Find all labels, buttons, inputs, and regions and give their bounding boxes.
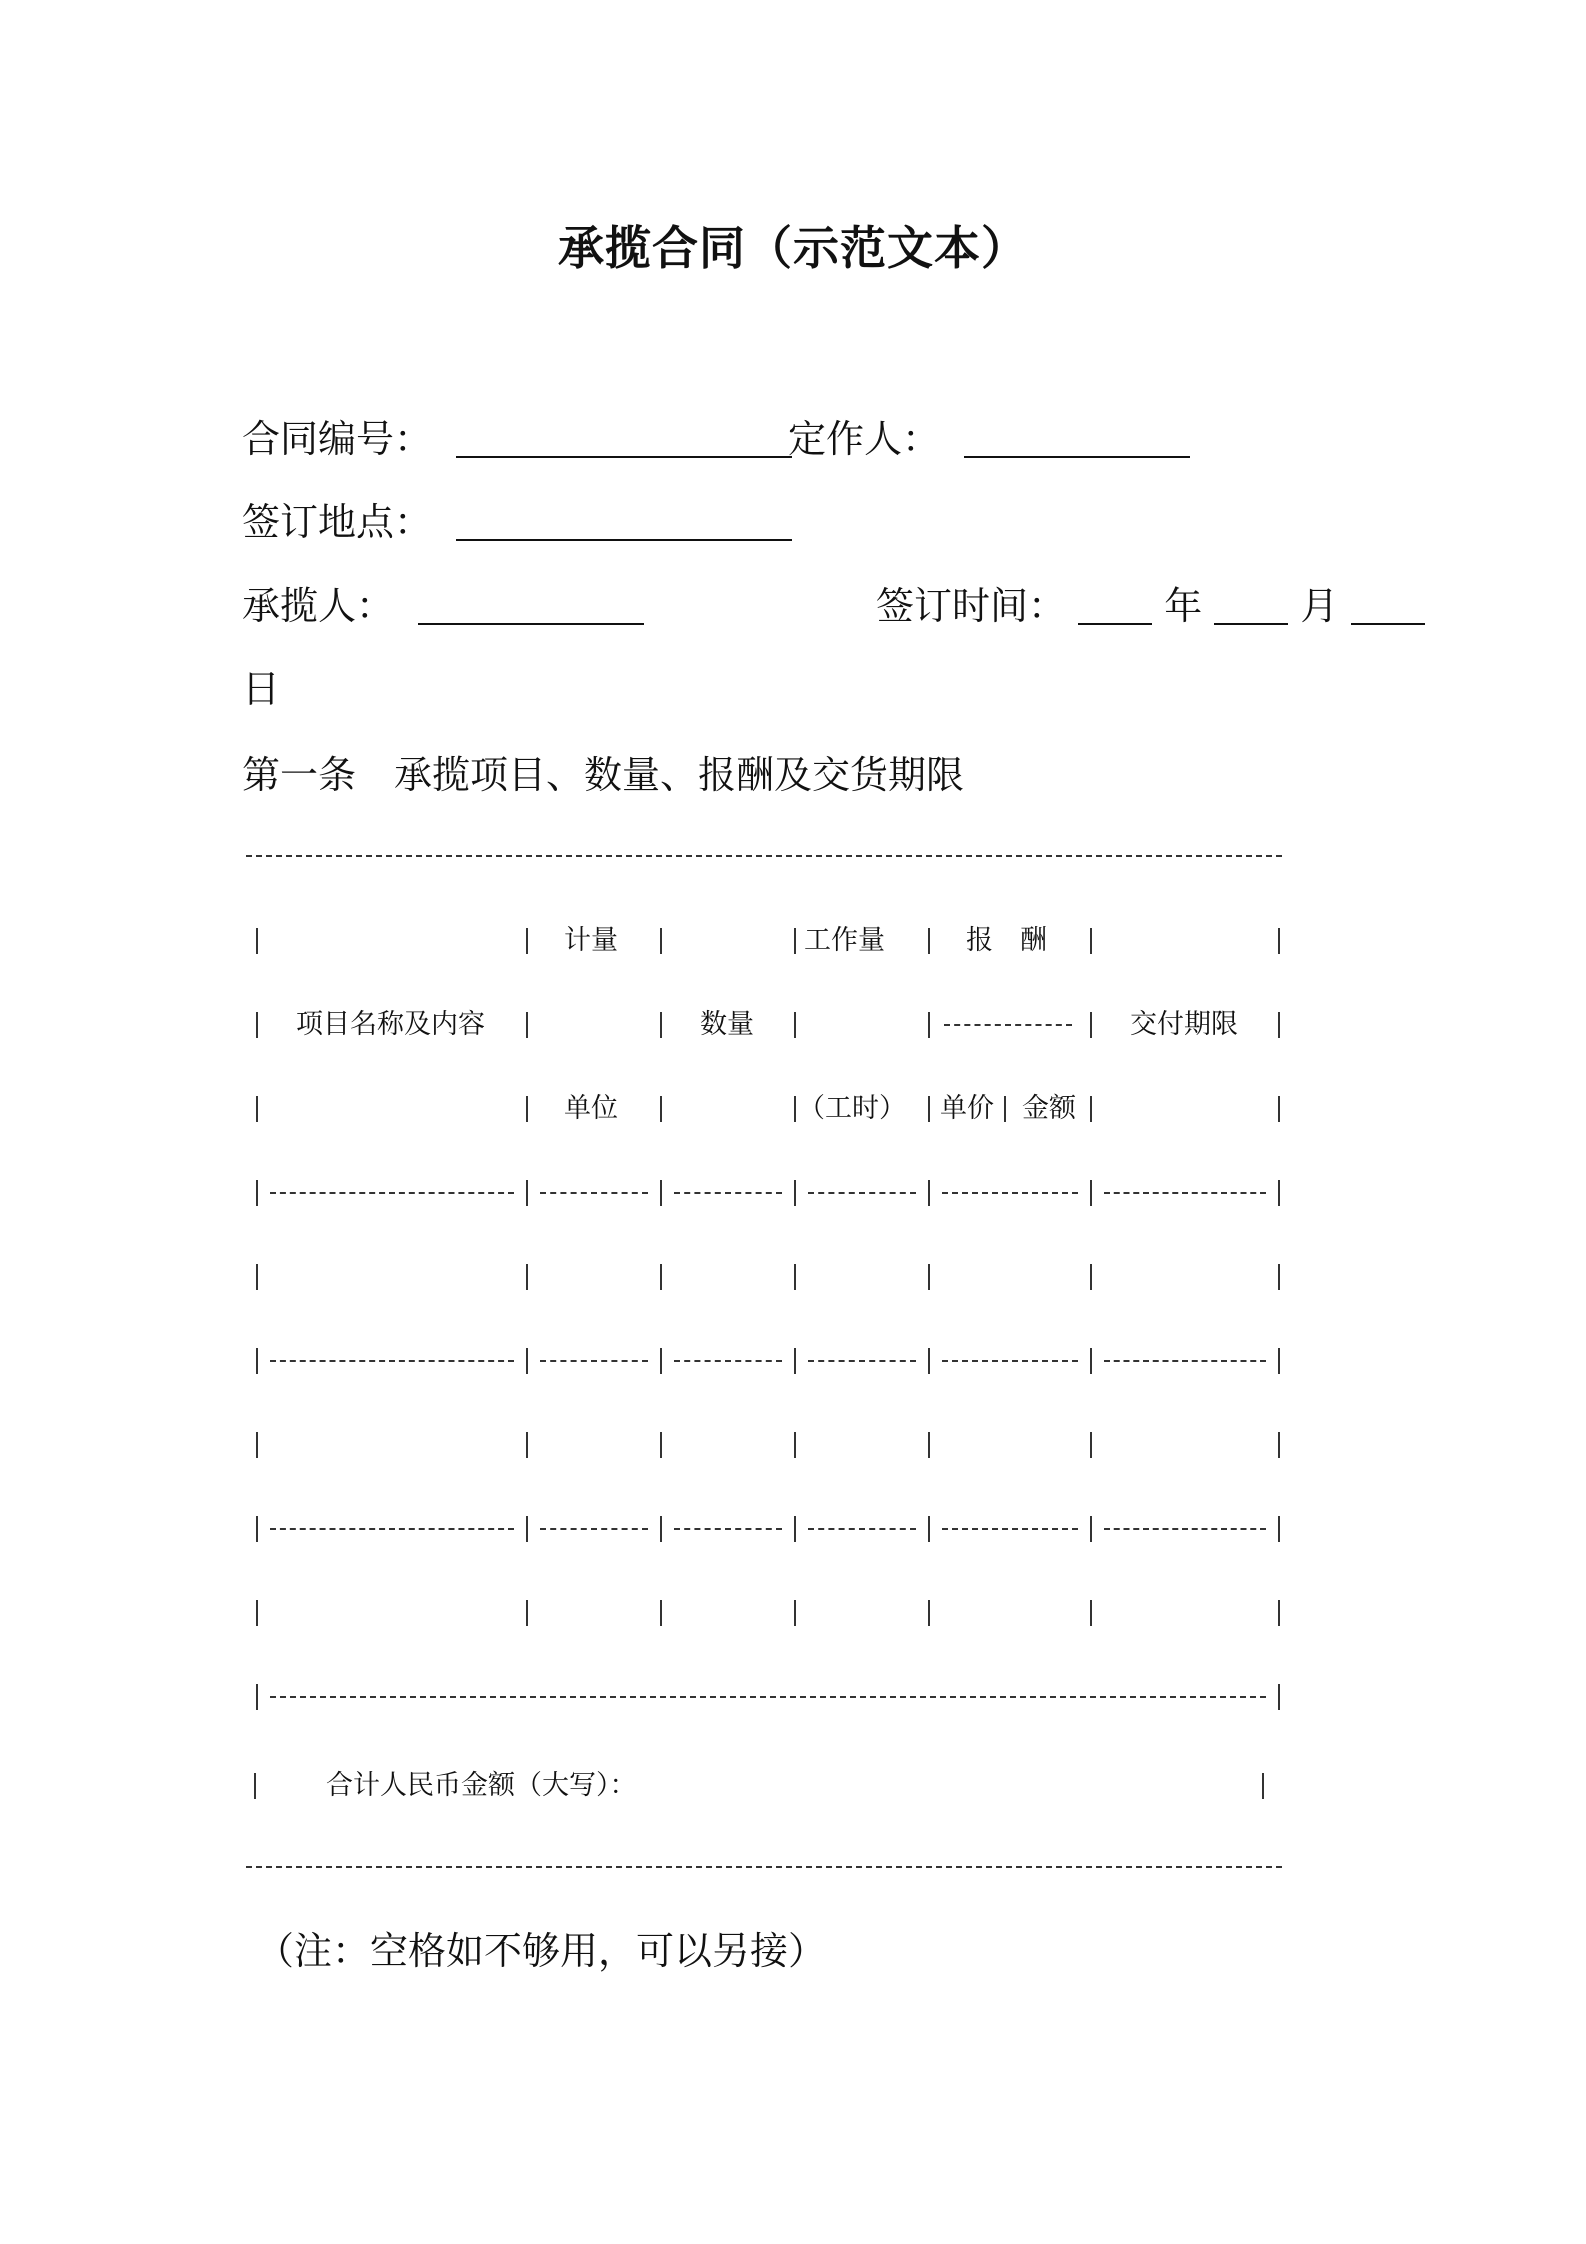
grid-bar	[1278, 1432, 1280, 1458]
contract-number-label: 合同编号：	[242, 417, 433, 461]
grid-separator	[270, 1192, 514, 1194]
sign-time-label: 签订时间：	[876, 584, 1067, 628]
grid-separator	[540, 1192, 648, 1194]
grid-separator	[808, 1192, 916, 1194]
grid-bar	[660, 928, 662, 954]
contractor-label: 承揽人：	[242, 584, 395, 628]
grid-bar	[660, 1516, 662, 1542]
grid-bar	[1090, 1264, 1092, 1290]
year-blank[interactable]	[1078, 593, 1152, 625]
contract-number-row	[242, 417, 792, 461]
grid-bar	[794, 1264, 796, 1290]
month-blank[interactable]	[1214, 593, 1288, 625]
footnote: （注：空格如不够用，可以另接）	[256, 1929, 827, 1973]
grid-bar	[526, 1264, 528, 1290]
orderer-blank[interactable]	[964, 426, 1190, 458]
grid-bar	[256, 1096, 258, 1122]
sign-place-row	[242, 500, 792, 544]
grid-bar	[256, 1264, 258, 1290]
document-title: 承揽合同（示范文本）	[558, 221, 1028, 275]
grid-bar	[660, 1348, 662, 1374]
grid-bar	[1278, 1180, 1280, 1206]
grid-bar	[794, 1432, 796, 1458]
grid-separator	[270, 1360, 514, 1362]
article-1-heading: 第一条 承揽项目、数量、报酬及交货期限	[242, 753, 965, 797]
grid-bar	[1278, 1348, 1280, 1374]
grid-bar	[1278, 1264, 1280, 1290]
contractor-blank[interactable]	[418, 593, 644, 625]
grid-bar	[1090, 1432, 1092, 1458]
grid-bar	[794, 1600, 796, 1626]
grid-bar	[1278, 1516, 1280, 1542]
grid-separator	[674, 1360, 782, 1362]
grid-bar	[526, 1432, 528, 1458]
grid-bar	[1090, 1348, 1092, 1374]
grid-bar	[526, 1348, 528, 1374]
grid-bar	[660, 1600, 662, 1626]
grid-bar	[1278, 1600, 1280, 1626]
header-work-bottom: （工时）	[798, 1093, 906, 1124]
grid-bar	[256, 1012, 258, 1038]
grid-separator	[808, 1528, 916, 1530]
grid-bar	[256, 1600, 258, 1626]
full-separator-rule	[270, 1696, 1266, 1698]
grid-bar	[526, 928, 528, 954]
grid-separator	[942, 1192, 1078, 1194]
grid-bar	[928, 1516, 930, 1542]
header-deadline: 交付期限	[1130, 1009, 1238, 1040]
grid-separator	[1104, 1360, 1266, 1362]
header-unit-bottom: 单位	[564, 1093, 618, 1124]
total-amount-label: 合计人民币金额（大写）：	[326, 1770, 637, 1801]
grid-bar	[256, 1432, 258, 1458]
day-blank[interactable]	[1351, 593, 1425, 625]
grid-bar	[1278, 1012, 1280, 1038]
grid-bar	[794, 928, 796, 954]
header-unit-top: 计量	[564, 925, 618, 956]
header-pay-price: 单价	[940, 1093, 994, 1124]
header-pay-amount: 金额	[1022, 1093, 1076, 1124]
orderer-row	[788, 417, 1190, 461]
grid-bar	[928, 1600, 930, 1626]
grid-bar	[256, 1180, 258, 1206]
pay-split-bar	[1004, 1096, 1006, 1122]
grid-bar	[1278, 1096, 1280, 1122]
grid-bar	[1278, 928, 1280, 954]
grid-separator	[1104, 1192, 1266, 1194]
grid-bar	[256, 1348, 258, 1374]
full-separator-right-bar	[1278, 1684, 1280, 1710]
grid-bar	[526, 1096, 528, 1122]
grid-separator	[270, 1528, 514, 1530]
grid-bar	[256, 928, 258, 954]
sign-place-label: 签订地点：	[242, 500, 433, 544]
header-pay-top: 报 酬	[966, 925, 1047, 956]
grid-bar	[1090, 928, 1092, 954]
grid-bar	[526, 1180, 528, 1206]
grid-bar	[1090, 1180, 1092, 1206]
full-separator-left-bar	[256, 1684, 258, 1710]
grid-bar	[526, 1012, 528, 1038]
table-top-rule	[246, 855, 1282, 857]
grid-separator	[540, 1360, 648, 1362]
grid-bar	[1090, 1600, 1092, 1626]
pay-sub-rule	[944, 1024, 1072, 1026]
grid-bar	[794, 1096, 796, 1122]
table-bottom-rule	[246, 1866, 1282, 1868]
grid-bar	[928, 1012, 930, 1038]
contract-number-blank[interactable]	[456, 426, 792, 458]
grid-separator	[808, 1360, 916, 1362]
grid-bar	[928, 1432, 930, 1458]
orderer-label: 定作人：	[788, 417, 941, 461]
header-qty: 数量	[700, 1009, 754, 1040]
grid-bar	[1090, 1096, 1092, 1122]
total-row-left-bar	[254, 1773, 256, 1799]
grid-bar	[660, 1012, 662, 1038]
grid-bar	[794, 1012, 796, 1038]
sign-place-blank[interactable]	[456, 509, 792, 541]
grid-bar	[1090, 1516, 1092, 1542]
grid-separator	[540, 1528, 648, 1530]
header-work-top: 工作量	[804, 925, 885, 956]
grid-separator	[1104, 1528, 1266, 1530]
day-unit: 日	[242, 667, 281, 711]
grid-bar	[256, 1516, 258, 1542]
grid-bar	[794, 1348, 796, 1374]
sign-time-row	[876, 584, 1425, 628]
grid-bar	[794, 1516, 796, 1542]
header-item: 项目名称及内容	[296, 1009, 485, 1040]
grid-bar	[928, 1096, 930, 1122]
grid-bar	[928, 1264, 930, 1290]
grid-bar	[1090, 1012, 1092, 1038]
grid-separator	[942, 1360, 1078, 1362]
grid-bar	[928, 1348, 930, 1374]
grid-separator	[942, 1528, 1078, 1530]
grid-separator	[674, 1192, 782, 1194]
grid-separator	[674, 1528, 782, 1530]
grid-bar	[660, 1432, 662, 1458]
grid-bar	[794, 1180, 796, 1206]
year-unit: 年	[1164, 584, 1203, 628]
grid-bar	[928, 928, 930, 954]
grid-bar	[928, 1180, 930, 1206]
grid-bar	[526, 1516, 528, 1542]
grid-bar	[526, 1600, 528, 1626]
total-row-right-bar	[1262, 1773, 1264, 1799]
month-unit: 月	[1300, 584, 1339, 628]
contractor-row	[242, 584, 644, 628]
grid-bar	[660, 1096, 662, 1122]
grid-bar	[660, 1264, 662, 1290]
grid-bar	[660, 1180, 662, 1206]
